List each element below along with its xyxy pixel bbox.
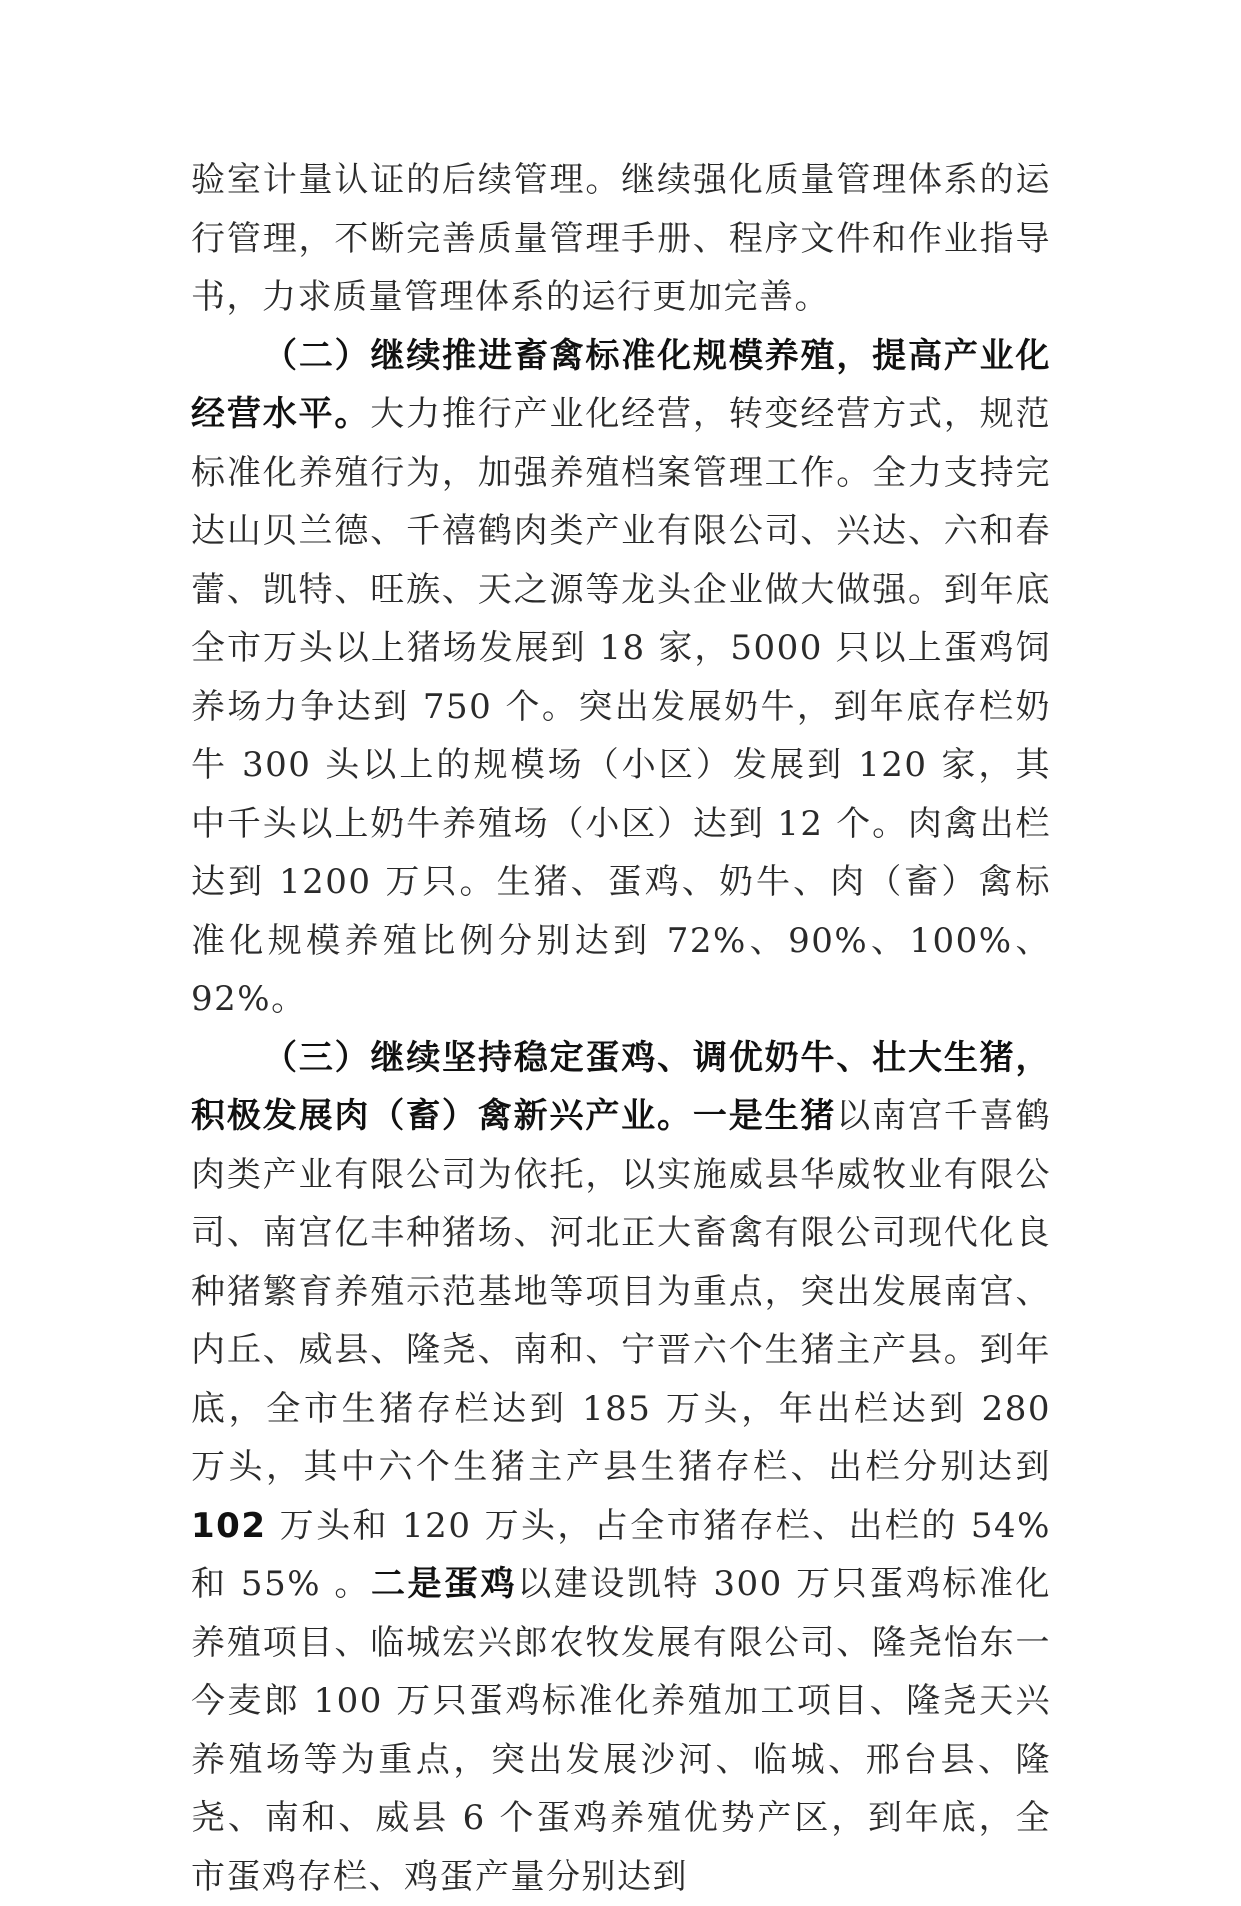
paragraph-lab-certification [191, 151, 1051, 327]
section-heading-2: （二）继续推进畜禽标准化规模养殖，提高产业化经营水平。 [191, 336, 1051, 435]
paragraph-standardized-breeding [191, 327, 1051, 1029]
lead-phrase-laying-hens: 二是蛋鸡 [371, 1564, 517, 1604]
section-heading-3: （三）继续坚持稳定蛋鸡、调优奶牛、壮大生猪，积极发展肉（畜）禽新兴产业。 [191, 1038, 1051, 1137]
paragraph-text: 以建设凯特 300 万只蛋鸡标准化养殖项目、临城宏兴郎农牧发展有限公司、隆尧怡东一今麦郎 100 万只蛋鸡标准化养殖加工项目、隆尧天兴养殖场等为重点，突出发展沙河、临城、邢台县、隆尧、南和、威县 6 个蛋鸡养殖优势产区，到年底，全市蛋鸡存栏、鸡蛋产量分别达到 [191, 1564, 1051, 1897]
paragraph-text: 大力推行产业化经营，转变经营方式，规范标准化养殖行为，加强养殖档案管理工作。全力支持完达山贝兰德、千禧鹤肉类产业有限公司、兴达、六和春蕾、凯特、旺族、天之源等龙头企业做大做强。到年底全市万头以上猪场发展到 18 家，5000 只以上蛋鸡饲养场力争达到 750 个。突出发展奶牛，到年底存栏奶牛 300 头以上的规模场（小区）发展到 120 家，其中千头以上奶牛养殖场（小区）达到 12 个。肉禽出栏达到 1200 万只。生猪、蛋鸡、奶牛、肉（畜）禽标准化规模养殖比例分别达到 72%、90%、100%、92%。 [191, 394, 1051, 1019]
paragraph-text: 以南宫千喜鹤肉类产业有限公司为依托，以实施威县华威牧业有限公司、南宫亿丰种猪场、河北正大畜禽有限公司现代化良种猪繁育养殖示范基地等项目为重点，突出发展南宫、内丘、威县、隆尧、南和、宁晋六个生猪主产县。到年底，全市生猪存栏达到 185 万头，年出栏达到 280 万头，其中六个生猪主产县生猪存栏、出栏分别达到 [191, 1096, 1051, 1487]
paragraph-text: 验室计量认证的后续管理。继续强化质量管理体系的运行管理，不断完善质量管理手册、程序文件和作业指导书，力求质量管理体系的运行更加完善。 [191, 160, 1051, 317]
paragraph-livestock-industries [191, 1029, 1051, 1906]
document-body [191, 151, 1051, 1906]
lead-phrase-pigs: 一是生猪 [693, 1096, 836, 1136]
paragraph-text: 万头和 120 万头，占全市猪存栏、出栏的 54%和 55% 。 [191, 1506, 1051, 1605]
bold-number: 102 [191, 1506, 266, 1546]
